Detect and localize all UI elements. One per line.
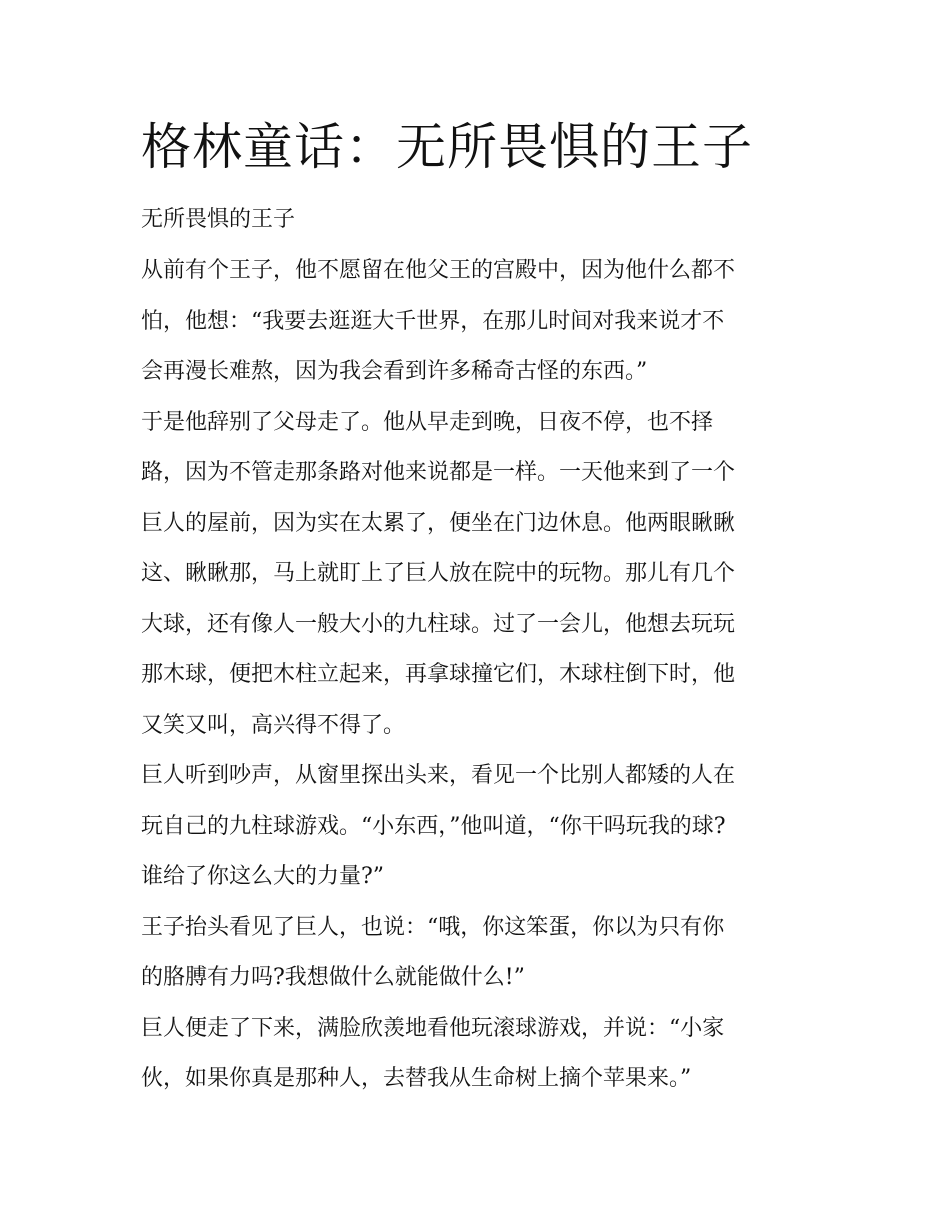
text-line: 路，因为不管走那条路对他来说都是一样。一天他来到了一个 (141, 460, 736, 485)
text-line: 会再漫长难熬，因为我会看到许多稀奇古怪的东西。” (141, 359, 648, 384)
paragraph-3 (141, 751, 813, 903)
document-subtitle: 无所畏惧的王子 (141, 207, 296, 232)
text-line: 大球，还有像人一般大小的九柱球。过了一会儿，他想去玩玩 (141, 611, 736, 637)
text-line: 玩自己的九柱球游戏。“小东西，”他叫道，“你干吗玩我的球? (141, 813, 726, 839)
text-line: 巨人的屋前，因为实在太累了，便坐在门边休息。他两眼瞅瞅 (141, 510, 736, 536)
paragraph-4 (141, 903, 813, 1004)
text-line: 伙，如果你真是那种人，去替我从生命树上摘个苹果来。” (141, 1066, 692, 1091)
paragraph-1 (141, 246, 813, 398)
text-line: 又笑又叫，高兴得不得了。 (141, 712, 406, 738)
text-line: 怕，他想：“我要去逛逛大千世界，在那儿时间对我来说才不 (141, 308, 725, 334)
text-line: 这、瞅瞅那，马上就盯上了巨人放在院中的玩物。那儿有几个 (141, 561, 736, 586)
text-line: 从前有个王子，他不愿留在他父王的宫殿中，因为他什么都不 (141, 258, 736, 283)
text-line: 王子抬头看见了巨人，也说：“哦，你这笨蛋，你以为只有你 (141, 914, 725, 940)
text-line: 那木球，便把木柱立起来，再拿球撞它们，木球柱倒下时，他 (141, 662, 736, 687)
document-body (141, 246, 813, 1105)
text-line: 于是他辞别了父母走了。他从早走到晚，日夜不停，也不择 (141, 409, 714, 435)
paragraph-2 (141, 398, 813, 752)
document-page (141, 112, 813, 1105)
text-line: 巨人听到吵声，从窗里探出头来，看见一个比别人都矮的人在 (141, 763, 736, 788)
document-title: 格林童话：无所畏惧的王子 (141, 118, 753, 176)
text-line: 巨人便走了下来，满脸欣羡地看他玩滚球游戏，并说：“小家 (141, 1015, 725, 1041)
text-line: 谁给了你这么大的力量?” (141, 864, 385, 889)
paragraph-5 (141, 1004, 813, 1105)
text-line: 的胳膊有力吗?我想做什么就能做什么!” (141, 965, 525, 990)
